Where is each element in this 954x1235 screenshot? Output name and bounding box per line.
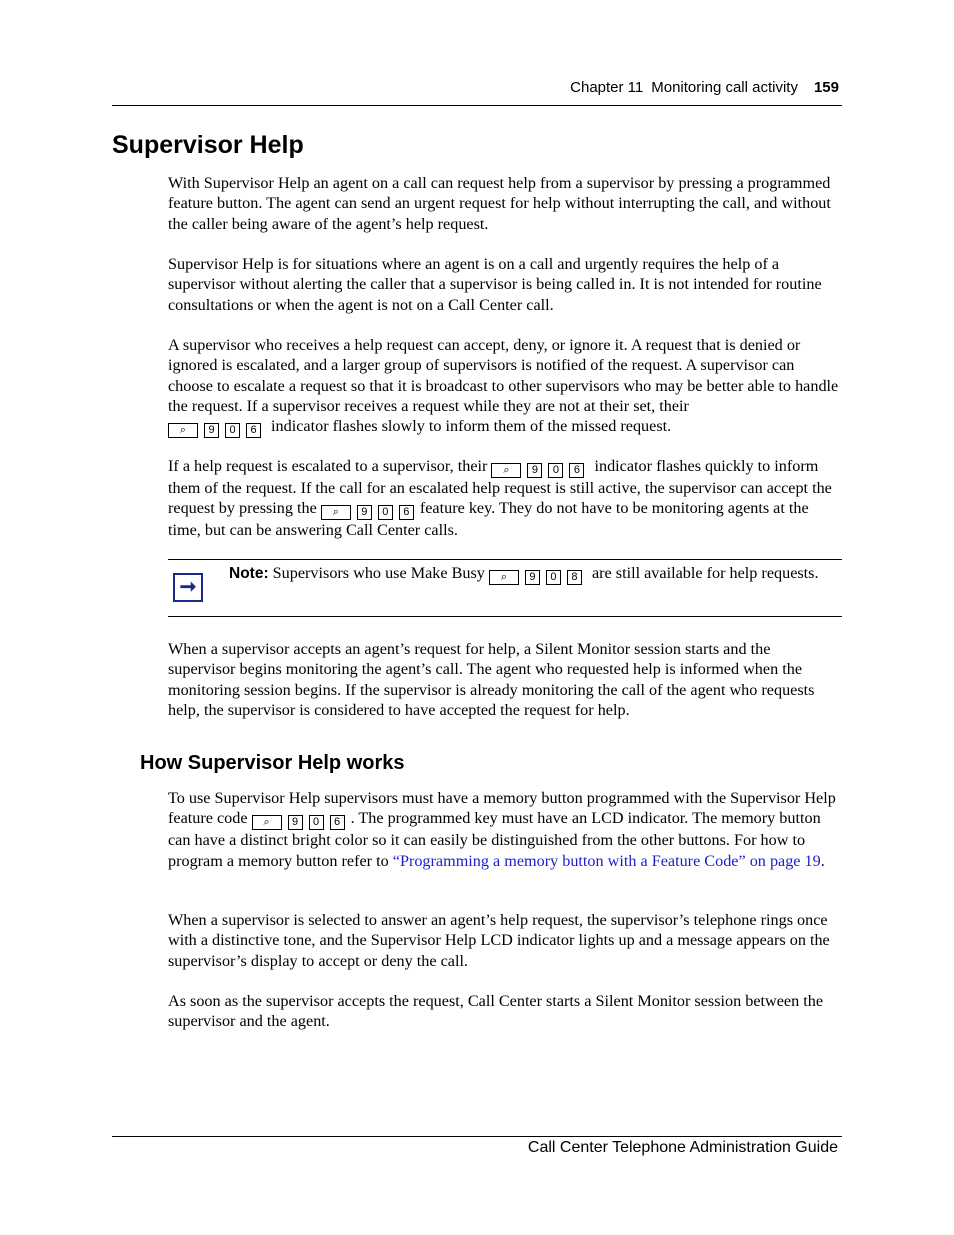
code-digit: 6	[246, 423, 261, 438]
code-digit: 0	[546, 570, 561, 585]
code-digit: 0	[378, 505, 393, 520]
cross-reference-link[interactable]: “Programming a memory button with a Feature Code” on page 19	[392, 851, 821, 870]
code-digit: 0	[548, 463, 563, 478]
code-digit: 9	[525, 570, 540, 585]
code-digit: 6	[399, 505, 414, 520]
header-chapter: Chapter 11	[570, 79, 644, 96]
page-title: Supervisor Help	[112, 131, 304, 159]
code-digit: 6	[330, 815, 345, 830]
paragraph-text: . The programmed key must have an LCD indicator. The memory button can have a distinct bright color so it can easily be distinguished from the other buttons. For how to program a memory button refer to	[168, 809, 821, 870]
code-digit: 0	[225, 423, 240, 438]
note-body: Supervisors who use Make Busy	[272, 564, 485, 582]
paragraph-text: A supervisor who receives a help request can accept, deny, or ignore it. A request that is denied or ignored is escalated, and a larger group of supervisors is notified of the request. A supervisor can choose to escalate a request so that it is broadcast to other supervisors who may be better able to handle the request. If a supervisor receives a request while they are not at their set, their	[168, 336, 839, 415]
section-heading: How Supervisor Help works	[140, 752, 405, 774]
code-digit: 9	[204, 423, 219, 438]
paragraph-memory-button	[168, 788, 840, 871]
feature-key-icon: ⌕	[321, 505, 351, 520]
paragraph-text: indicator flashes quickly to inform them of the request. If the call for an escalated help request is still active, the supervisor can accept the request by pressing the	[168, 457, 832, 518]
paragraph-text: .	[820, 851, 825, 870]
feature-key-icon: ⌕	[252, 815, 282, 830]
note-box	[168, 559, 842, 617]
header-section: Monitoring call activity	[651, 79, 798, 96]
code-digit: 8	[567, 570, 582, 585]
page-header	[112, 79, 842, 106]
page-footer	[112, 1136, 842, 1156]
code-digit: 0	[309, 815, 324, 830]
paragraph-silent-monitor: As soon as the supervisor accepts the request, Call Center starts a Silent Monitor session between the supervisor and the agent.	[168, 992, 824, 1031]
paragraph-ring: When a supervisor is selected to answer an agent’s help request, the supervisor’s telephone rings once with a distinctive tone, and the Supervisor Help LCD indicator lights up and a message appears on the supervisor’s display to accept or deny the call.	[168, 911, 830, 970]
code-digit: 9	[357, 505, 372, 520]
code-digit: 9	[288, 815, 303, 830]
paragraph-intro: With Supervisor Help an agent on a call can request help from a supervisor by pressing a programmed feature button. The agent can send an urgent request for help without interrupting the call, and without the caller being aware of the agent’s help request.	[168, 174, 831, 233]
footer-title: Call Center Telephone Administration Guide	[527, 1139, 838, 1156]
feature-key-icon: ⌕	[168, 423, 198, 438]
note-body: are still available for help requests.	[591, 564, 819, 582]
note-text	[229, 563, 839, 585]
feature-key-icon: ⌕	[491, 463, 521, 478]
paragraph-text: If a help request is escalated to a supervisor, their	[168, 457, 488, 475]
code-digit: 6	[569, 463, 584, 478]
paragraph-text: To use Supervisor Help supervisors must have a memory button programmed with the Supervisor Help feature code	[168, 789, 836, 828]
paragraph-escalated-request	[168, 456, 840, 541]
page-number: 159	[813, 79, 839, 96]
paragraph-accept: When a supervisor accepts an agent’s request for help, a Silent Monitor session starts and the supervisor begins monitoring the agent’s call. The agent who requested help is informed when the monitoring session begins. If the supervisor is already monitoring the call of the agent who requests help, the supervisor is considered to have accepted the request for help.	[168, 640, 815, 719]
paragraph-purpose: Supervisor Help is for situations where an agent is on a call and urgently requires the help of a supervisor without alerting the caller that a supervisor is being called in. It is not intended for routine consultations or when the agent is not on a Call Center call.	[168, 255, 822, 314]
paragraph-escalation	[168, 335, 840, 438]
paragraph-text: feature key. They do not have to be monitoring agents at the time, but can be answering Call Center calls.	[168, 499, 809, 540]
paragraph-text: indicator flashes slowly to inform them of the missed request.	[271, 417, 672, 436]
arrow-right-icon: ➞	[173, 573, 203, 602]
note-label: Note:	[229, 565, 269, 582]
feature-key-icon: ⌕	[489, 570, 519, 585]
code-digit: 9	[527, 463, 542, 478]
